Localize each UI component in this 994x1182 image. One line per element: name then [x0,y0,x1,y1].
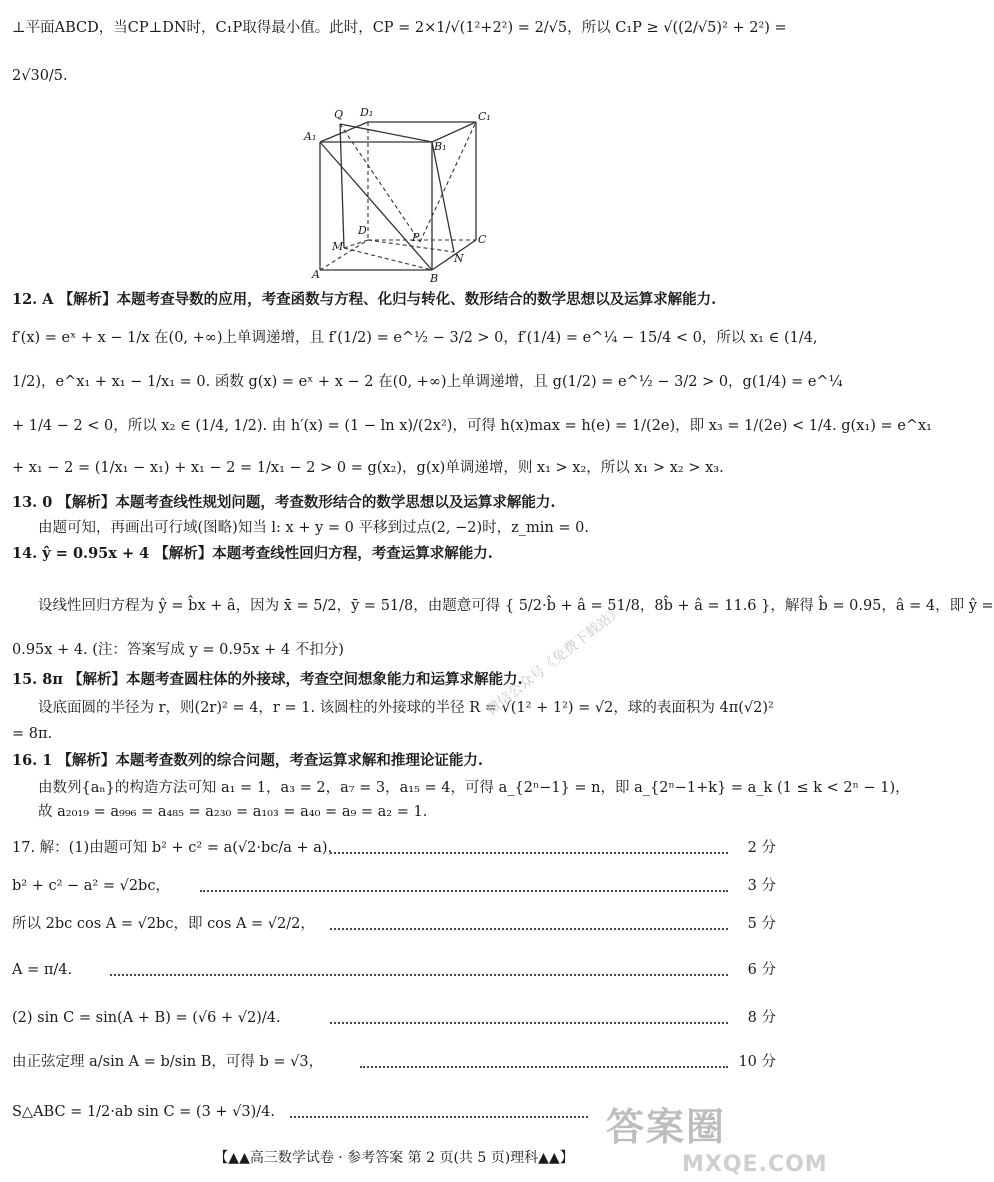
label-D1: D₁ [360,106,374,119]
q15-line-1: 设底面圆的半径为 r，则(2r)² = 4，r = 1. 该圆柱的外接球的半径 R = √(1² + 1²) = √2，球的表面积为 4π(√2)² [38,700,774,716]
q12-line-3: + 1/4 − 2 < 0，所以 x₂ ∈ (1/4, 1/2). 由 h′(x) = (1 − ln x)/(2x²)，可得 h(x)max = h(e) = 1/(2e)，即 x₃ = 1/(2e) < 1/4. g(x₁) = e^x₁ [12,418,932,434]
q14-heading: 14. ŷ = 0.95x + 4 【解析】本题考查线性回归方程，考查运算求解能力. [12,545,493,562]
q12-heading: 12. A 【解析】本题考查导数的应用，考查函数与方程、化归与转化、数形结合的数学思想以及运算求解能力. [12,291,717,308]
q17-leader-3 [330,928,728,930]
q13-line-1: 由题可知，再画出可行域(图略)知当 l: x + y = 0 平移到过点(2, −2)时，z_min = 0. [38,520,589,536]
label-B: B [430,272,439,285]
q17-leader-1 [330,852,728,854]
label-M: M [332,240,344,253]
q17-points-2: 3 分 [747,878,776,894]
watermark-text: 微信公众号《免费下载站》 [483,602,626,719]
label-A: A [312,268,320,281]
q12-line-1: f′(x) = eˣ + x − 1/x 在(0, +∞)上单调递增，且 f′(1/2) = e^½ − 3/2 > 0，f′(1/4) = e^¼ − 15/4 < 0，所以 x₁ ∈ (1/4, [12,330,818,346]
cube-figure [296,100,496,285]
q17-row-6: 由正弦定理 a/sin A = b/sin B，可得 b = √3， [12,1054,324,1070]
q17-leader-6 [360,1066,728,1068]
q17-points-6: 10 分 [738,1054,776,1070]
q17-row-5: (2) sin C = sin(A + B) = (√6 + √2)/4. [12,1010,281,1026]
q17-leader-7 [290,1116,588,1118]
q15-heading: 15. 8π 【解析】本题考查圆柱体的外接球，考查空间想象能力和运算求解能力. [12,671,523,688]
q16-heading: 16. 1 【解析】本题考查数列的综合问题，考查运算求解和推理论证能力. [12,752,483,769]
q17-leader-5 [330,1022,728,1024]
q15-line-2: = 8π. [12,726,53,742]
label-P: P [412,231,420,244]
q14-line-2: 0.95x + 4. (注：答案写成 y = 0.95x + 4 不扣分) [12,642,344,658]
q17-leader-2 [200,890,728,892]
q13-heading: 13. 0 【解析】本题考查线性规划问题，考查数形结合的数学思想以及运算求解能力. [12,494,556,511]
label-C1: C₁ [478,110,491,123]
page-footer: 【▲▲高三数学试卷 · 参考答案 第 2 页(共 5 页)理科▲▲】 [214,1150,574,1166]
q17-row-2: b² + c² − a² = √2bc， [12,878,170,894]
site-logo-url: MXQE.COM [682,1152,828,1177]
q17-points-1: 2 分 [747,840,776,856]
intro-line-2: 2√30/5. [12,68,68,84]
q17-points-5: 8 分 [747,1010,776,1026]
label-Q: Q [334,108,344,121]
q17-row-7: S△ABC = 1/2·ab sin C = (3 + √3)/4. [12,1104,276,1120]
q17-points-4: 6 分 [747,962,776,978]
label-D: D [358,224,367,237]
label-A1: A₁ [304,130,317,143]
q17-row-3: 所以 2bc cos A = √2bc，即 cos A = √2/2， [12,916,315,932]
q12-line-4: + x₁ − 2 = (1/x₁ − x₁) + x₁ − 2 = 1/x₁ − 2 > 0 = g(x₂)，g(x)单调递增，则 x₁ > x₂，所以 x₁ > x₂ > x₃. [12,460,724,476]
q12-line-2: 1/2)，e^x₁ + x₁ − 1/x₁ = 0. 函数 g(x) = eˣ + x − 2 在(0, +∞)上单调递增，且 g(1/2) = e^½ − 3/2 > 0，g(1/4) = e^¼ [12,374,843,390]
q17-points-3: 5 分 [747,916,776,932]
q17-row-1: 17. 解：(1)由题可知 b² + c² = a(√2·bc/a + a)， [12,840,343,856]
label-N: N [454,252,464,265]
site-logo: 答案圈 [606,1105,727,1149]
q14-line-1: 设线性回归方程为 ŷ = b̂x + â，因为 x̄ = 5/2，ȳ = 51/8，由题意可得 { 5/2·b̂ + â = 51/8，8b̂ + â = 11.6 }，解得 b̂ = 0.95，â = 4，即 ŷ = [38,598,994,614]
label-B1: B₁ [434,140,447,153]
q17-leader-4 [110,974,728,976]
q17-row-4: A = π/4. [12,962,73,978]
q16-line-2: 故 a₂₀₁₉ = a₉₉₆ = a₄₈₅ = a₂₃₀ = a₁₀₃ = a₄₀ = a₉ = a₂ = 1. [38,804,428,820]
label-C: C [478,233,487,246]
intro-line-1: ⊥平面ABCD，当CP⊥DN时，C₁P取得最小值。此时，CP = 2×1/√(1²+2²) = 2/√5，所以 C₁P ≥ √((2/√5)² + 2²) = [12,20,787,36]
q16-line-1: 由数列{aₙ}的构造方法可知 a₁ = 1，a₃ = 2，a₇ = 3，a₁₅ = 4，可得 a_{2ⁿ−1} = n，即 a_{2ⁿ−1+k} = a_k (1 ≤ k < 2ⁿ − 1)， [38,780,910,796]
